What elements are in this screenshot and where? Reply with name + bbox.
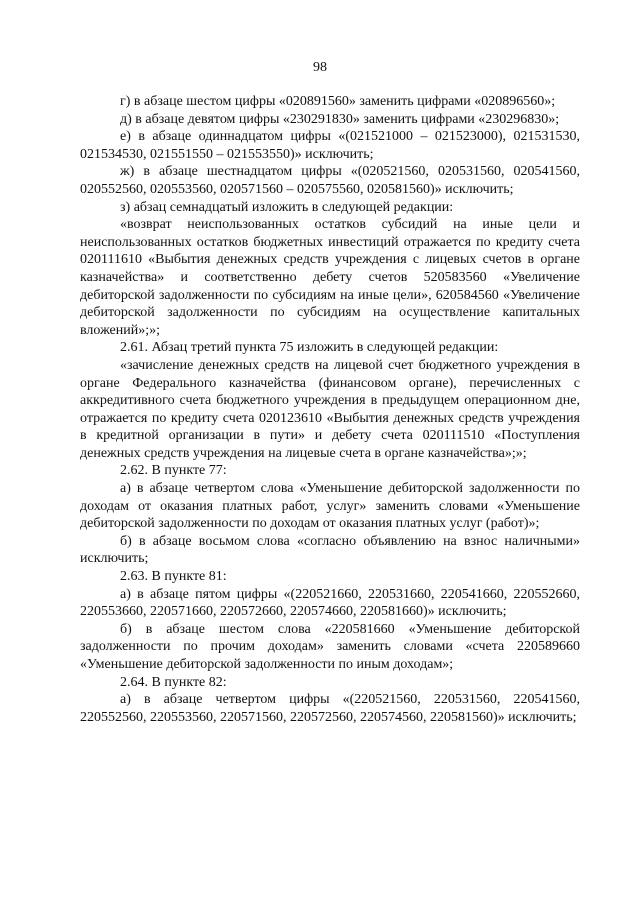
paragraph-section-2-61: 2.61. Абзац третий пункта 75 изложить в следующей редакции: bbox=[120, 340, 499, 356]
paragraph-2-63-b: б) в абзаце шестом слова «220581660 «Уменьшение дебиторской задолженности по прочим доходам» заменить словами «счета 220589660 «Уменьшение дебиторской задолженности по иным доходам»; bbox=[80, 621, 580, 672]
paragraph-amendment-d: д) в абзаце девятом цифры «230291830» заменить цифрами «230296830»; bbox=[120, 111, 560, 127]
paragraph-quoted-text-2: «зачисление денежных средств на лицевой счет бюджетного учреждения в органе Федерального казначейства (финансовом органе), перечисленных с аккредитивного счета бюджетного учреждения в предыдущем операционном дне, отражается по кредиту счета 020123610 «Выбытия денежных средств учреждения в кредитной организации в пути» и дебету счета 020111510 «Поступления денежных средств учреждения на лицевые счета в органе казначейства»;»; bbox=[80, 357, 580, 461]
paragraph-2-64-a: а) в абзаце четвертом цифры «(220521560, 220531560, 220541560, 220552560, 220553560, 220571560, 220572560, 220574560, 220581560)» исключить; bbox=[80, 692, 580, 725]
paragraph-section-2-64: 2.64. В пункте 82: bbox=[120, 674, 227, 690]
paragraph-amendment-z: з) абзац семнадцатый изложить в следующей редакции: bbox=[120, 199, 454, 215]
paragraph-2-63-a: а) в абзаце пятом цифры «(220521660, 220531660, 220541660, 220552660, 220553660, 220571660, 220572660, 220574660, 220581660)» исключить; bbox=[80, 586, 580, 620]
paragraph-amendment-g: г) в абзаце шестом цифры «020891560» заменить цифрами «020896560»; bbox=[120, 94, 556, 109]
paragraph-quoted-text-1: «возврат неиспользованных остатков субсидий на иные цели и неиспользованных остатков бюджетных инвестиций отражается по кредиту счета 020111610 «Выбытия денежных средств учреждения с лицевых счетов в органе казначейства» и соответственно дебету счетов 520583560 «Увеличение дебиторской задолженности по субсидиям на иные цели», 620584560 «Увеличение дебиторской задолженности по субсидиям на осуществление капитальных вложений»;»; bbox=[80, 217, 580, 338]
document-body bbox=[80, 93, 580, 726]
paragraph-amendment-zh: ж) в абзаце шестнадцатом цифры «(020521560, 020531560, 020541560, 020552560, 020553560, 020571560 – 020575560, 020581560)» исключить; bbox=[80, 164, 580, 197]
paragraph-2-62-a: а) в абзаце четвертом слова «Уменьшение дебиторской задолженности по доходам от оказания платных работ, услуг» заменить словами «Уменьшение дебиторской задолженности по доходам от оказания платных услуг (работ)»; bbox=[80, 481, 580, 532]
paragraph-section-2-63: 2.63. В пункте 81: bbox=[120, 569, 227, 585]
paragraph-amendment-e: е) в абзаце одиннадцатом цифры «(021521000 – 021523000), 021531530, 021534530, 021551550 – 021553550)» исключить; bbox=[80, 129, 580, 162]
page-number: 98 bbox=[313, 60, 327, 75]
paragraph-2-62-b: б) в абзаце восьмом слова «согласно объявлению на взнос наличными» исключить; bbox=[80, 533, 580, 567]
paragraph-section-2-62: 2.62. В пункте 77: bbox=[120, 463, 227, 479]
